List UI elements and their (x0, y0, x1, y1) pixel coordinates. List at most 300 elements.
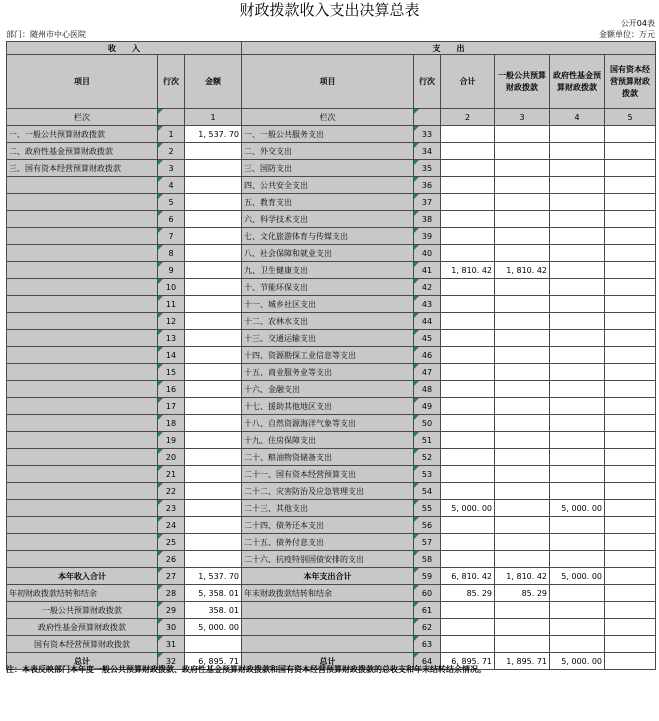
general-budget-amount (495, 517, 550, 534)
expense-item: 十五、商业服务业等支出 (242, 364, 414, 381)
gov-fund-amount: 5, 000. 00 (550, 653, 605, 670)
expense-item (242, 619, 414, 636)
income-amount (185, 381, 242, 398)
income-line-no: 13 (158, 330, 185, 347)
general-budget-amount (495, 483, 550, 500)
income-amount (185, 534, 242, 551)
table-row (7, 415, 656, 432)
expense-total (441, 415, 495, 432)
gov-fund-amount (550, 602, 605, 619)
general-budget-amount: 1, 810. 42 (495, 568, 550, 585)
general-budget-amount: 1, 810. 42 (495, 262, 550, 279)
expense-line-no: 37 (414, 194, 441, 211)
general-budget-amount (495, 432, 550, 449)
gov-fund-amount (550, 364, 605, 381)
state-capital-amount (605, 517, 656, 534)
state-capital-amount (605, 211, 656, 228)
expense-line-no: 44 (414, 313, 441, 330)
column-number-5: 5 (605, 109, 656, 126)
table-row (7, 483, 656, 500)
gov-fund-amount (550, 517, 605, 534)
expense-section-header: 支 出 (242, 42, 656, 55)
expense-item: 二、外交支出 (242, 143, 414, 160)
gov-fund-amount (550, 143, 605, 160)
expense-line-no: 46 (414, 347, 441, 364)
state-capital-amount (605, 143, 656, 160)
total-header: 合计 (441, 55, 495, 109)
income-line-no: 18 (158, 415, 185, 432)
expense-item: 十八、自然资源海洋气象等支出 (242, 415, 414, 432)
gov-fund-amount: 5, 000. 00 (550, 500, 605, 517)
income-amount: 358. 01 (185, 602, 242, 619)
expense-line-no: 58 (414, 551, 441, 568)
income-line-no: 8 (158, 245, 185, 262)
table-row (7, 279, 656, 296)
income-amount (185, 143, 242, 160)
state-capital-amount (605, 619, 656, 636)
expense-line-no: 50 (414, 415, 441, 432)
income-item (7, 449, 158, 466)
expense-total: 1, 810. 42 (441, 262, 495, 279)
expense-line-no: 51 (414, 432, 441, 449)
income-amount (185, 245, 242, 262)
table-row (7, 449, 656, 466)
gov-fund-amount (550, 330, 605, 347)
column-number-blank (414, 109, 441, 126)
general-budget-amount (495, 381, 550, 398)
gov-fund-amount (550, 228, 605, 245)
state-capital-amount (605, 160, 656, 177)
expense-total (441, 466, 495, 483)
department-label: 部门：随州市中心医院 (6, 30, 86, 39)
income-line-no: 16 (158, 381, 185, 398)
state-capital-amount (605, 381, 656, 398)
state-capital-amount (605, 194, 656, 211)
income-item (7, 483, 158, 500)
state-capital-amount (605, 364, 656, 381)
expense-total (441, 619, 495, 636)
column-number-2: 2 (441, 109, 495, 126)
gov-fund-amount (550, 466, 605, 483)
income-amount (185, 517, 242, 534)
expense-line-no: 43 (414, 296, 441, 313)
income-item (7, 551, 158, 568)
expense-total (441, 279, 495, 296)
state-capital-amount (605, 330, 656, 347)
income-amount (185, 466, 242, 483)
general-budget-amount (495, 245, 550, 262)
income-line-no: 7 (158, 228, 185, 245)
general-budget-amount (495, 534, 550, 551)
income-amount (185, 347, 242, 364)
gov-fund-amount (550, 585, 605, 602)
general-budget-amount (495, 551, 550, 568)
summary-row (7, 568, 656, 585)
gov-fund-amount (550, 245, 605, 262)
expense-total (441, 194, 495, 211)
income-line-no: 10 (158, 279, 185, 296)
income-amount (185, 279, 242, 296)
table-row (7, 126, 656, 143)
general-budget-amount (495, 619, 550, 636)
budget-table (6, 41, 656, 670)
state-capital-amount (605, 228, 656, 245)
general-budget-amount (495, 143, 550, 160)
table-code: 公开04表 (620, 19, 655, 28)
gov-fund-amount (550, 415, 605, 432)
expense-total: 6, 895. 71 (441, 653, 495, 670)
expense-line-no: 56 (414, 517, 441, 534)
table-row (7, 551, 656, 568)
expense-item: 二十、粮油物资储备支出 (242, 449, 414, 466)
income-amount (185, 296, 242, 313)
expense-total: 6, 810. 42 (441, 568, 495, 585)
expense-item: 二十二、灾害防治及应急管理支出 (242, 483, 414, 500)
expense-total (441, 483, 495, 500)
income-amount (185, 449, 242, 466)
expense-line-no: 33 (414, 126, 441, 143)
state-capital-amount (605, 636, 656, 653)
expense-item: 六、科学技术支出 (242, 211, 414, 228)
expense-line-no: 59 (414, 568, 441, 585)
state-capital-amount (605, 262, 656, 279)
general-budget-amount (495, 602, 550, 619)
general-budget-amount (495, 449, 550, 466)
income-line-header: 行次 (158, 55, 185, 109)
expense-line-no: 49 (414, 398, 441, 415)
income-amount (185, 432, 242, 449)
expense-line-no: 52 (414, 449, 441, 466)
state-capital-amount (605, 449, 656, 466)
state-capital-amount (605, 415, 656, 432)
expense-item: 八、社会保障和就业支出 (242, 245, 414, 262)
gov-fund-amount (550, 347, 605, 364)
gov-fund-amount (550, 398, 605, 415)
gov-fund-amount (550, 211, 605, 228)
expense-line-no: 54 (414, 483, 441, 500)
general-budget-amount: 1, 895. 71 (495, 653, 550, 670)
expense-line-no: 39 (414, 228, 441, 245)
income-item (7, 432, 158, 449)
table-row (7, 347, 656, 364)
income-line-no: 20 (158, 449, 185, 466)
expense-total: 5, 000. 00 (441, 500, 495, 517)
income-line-no: 5 (158, 194, 185, 211)
column-number-3: 3 (495, 109, 550, 126)
state-capital-amount (605, 126, 656, 143)
general-budget-amount (495, 330, 550, 347)
income-line-no: 25 (158, 534, 185, 551)
general-budget-amount (495, 347, 550, 364)
column-number-label: 栏次 (242, 109, 414, 126)
expense-line-no: 42 (414, 279, 441, 296)
table-row (7, 177, 656, 194)
income-item: 三、国有资本经营预算财政拨款 (7, 160, 158, 177)
income-line-no: 22 (158, 483, 185, 500)
expense-item: 二十一、国有资本经营预算支出 (242, 466, 414, 483)
summary-row (7, 619, 656, 636)
income-item (7, 296, 158, 313)
expense-item: 十一、城乡社区支出 (242, 296, 414, 313)
expense-total (441, 177, 495, 194)
income-amount (185, 262, 242, 279)
expense-item: 二十六、抗疫特别国债安排的支出 (242, 551, 414, 568)
summary-row (7, 585, 656, 602)
expense-line-no: 61 (414, 602, 441, 619)
income-item (7, 534, 158, 551)
income-amount: 5, 000. 00 (185, 619, 242, 636)
expense-item (242, 602, 414, 619)
expense-total (441, 381, 495, 398)
income-amount (185, 415, 242, 432)
gov-fund-amount (550, 126, 605, 143)
gov-fund-amount (550, 279, 605, 296)
expense-line-no: 55 (414, 500, 441, 517)
gov-fund-amount (550, 177, 605, 194)
income-item (7, 279, 158, 296)
general-budget-amount (495, 364, 550, 381)
general-budget-amount (495, 279, 550, 296)
income-amount (185, 228, 242, 245)
general-budget-amount (495, 398, 550, 415)
income-amount (185, 211, 242, 228)
income-item (7, 381, 158, 398)
table-row (7, 398, 656, 415)
state-capital-amount (605, 245, 656, 262)
gov-fund-header: 政府性基金预算财政拨款 (550, 55, 605, 109)
income-amount (185, 551, 242, 568)
income-amount (185, 483, 242, 500)
table-row (7, 245, 656, 262)
income-item (7, 313, 158, 330)
expense-total (441, 228, 495, 245)
income-amount: 6, 895. 71 (185, 653, 242, 670)
general-budget-amount: 85. 29 (495, 585, 550, 602)
income-section-header: 收 入 (7, 42, 242, 55)
income-line-no: 1 (158, 126, 185, 143)
income-amount-header: 金额 (185, 55, 242, 109)
state-capital-amount (605, 177, 656, 194)
general-budget-amount (495, 415, 550, 432)
expense-line-no: 47 (414, 364, 441, 381)
expense-item: 年末财政拨款结转和结余 (242, 585, 414, 602)
expense-item: 十三、交通运输支出 (242, 330, 414, 347)
state-capital-header: 国有资本经营预算财政拨款 (605, 55, 656, 109)
general-budget-amount (495, 466, 550, 483)
income-line-no: 31 (158, 636, 185, 653)
expense-line-no: 40 (414, 245, 441, 262)
general-budget-amount (495, 211, 550, 228)
income-line-no: 26 (158, 551, 185, 568)
income-item: 国有资本经营预算财政拨款 (7, 636, 158, 653)
general-budget-amount (495, 313, 550, 330)
column-number-4: 4 (550, 109, 605, 126)
expense-total (441, 143, 495, 160)
state-capital-amount (605, 585, 656, 602)
general-budget-amount (495, 194, 550, 211)
expense-total (441, 517, 495, 534)
expense-line-no: 48 (414, 381, 441, 398)
income-line-no: 30 (158, 619, 185, 636)
income-item: 一般公共预算财政拨款 (7, 602, 158, 619)
expense-total (441, 330, 495, 347)
income-line-no: 17 (158, 398, 185, 415)
expense-total (441, 551, 495, 568)
expense-total (441, 534, 495, 551)
expense-item: 二十四、债务还本支出 (242, 517, 414, 534)
expense-line-no: 63 (414, 636, 441, 653)
income-item (7, 466, 158, 483)
income-item (7, 398, 158, 415)
expense-total (441, 449, 495, 466)
income-line-no: 2 (158, 143, 185, 160)
table-row (7, 194, 656, 211)
expense-total (441, 432, 495, 449)
state-capital-amount (605, 279, 656, 296)
expense-item: 十九、住房保障支出 (242, 432, 414, 449)
income-line-no: 19 (158, 432, 185, 449)
expense-item: 十四、资源勘探工业信息等支出 (242, 347, 414, 364)
income-line-no: 3 (158, 160, 185, 177)
state-capital-amount (605, 551, 656, 568)
income-item: 政府性基金预算财政拨款 (7, 619, 158, 636)
expense-total (441, 636, 495, 653)
income-line-no: 14 (158, 347, 185, 364)
state-capital-amount (605, 398, 656, 415)
expense-total (441, 211, 495, 228)
gov-fund-amount (550, 534, 605, 551)
table-row (7, 143, 656, 160)
summary-row (7, 636, 656, 653)
expense-item-header: 项目 (242, 55, 414, 109)
summary-row (7, 602, 656, 619)
table-row (7, 228, 656, 245)
expense-item: 四、公共安全支出 (242, 177, 414, 194)
footnote: 注：本表反映部门本年度一般公共预算财政拨款、政府性基金预算财政拨款和国有资本经营预算财政拨款的总收支和年末结转结余情况。 (6, 665, 486, 674)
table-row (7, 381, 656, 398)
income-amount (185, 330, 242, 347)
expense-item: 二十五、债务付息支出 (242, 534, 414, 551)
state-capital-amount (605, 602, 656, 619)
expense-line-no: 38 (414, 211, 441, 228)
expense-line-no: 34 (414, 143, 441, 160)
income-item (7, 330, 158, 347)
expense-line-no: 36 (414, 177, 441, 194)
income-amount: 1, 537. 70 (185, 568, 242, 585)
income-amount (185, 500, 242, 517)
state-capital-amount (605, 432, 656, 449)
income-item (7, 211, 158, 228)
income-item (7, 262, 158, 279)
income-item (7, 364, 158, 381)
income-item: 一、一般公共预算财政拨款 (7, 126, 158, 143)
expense-total (441, 602, 495, 619)
income-line-no: 21 (158, 466, 185, 483)
table-row (7, 296, 656, 313)
income-line-no: 29 (158, 602, 185, 619)
table-row (7, 262, 656, 279)
income-line-no: 27 (158, 568, 185, 585)
income-item: 本年收入合计 (7, 568, 158, 585)
income-line-no: 9 (158, 262, 185, 279)
income-item (7, 245, 158, 262)
general-budget-amount (495, 500, 550, 517)
income-item (7, 177, 158, 194)
income-item: 年初财政拨款结转和结余 (7, 585, 158, 602)
expense-line-no: 64 (414, 653, 441, 670)
expense-line-header: 行次 (414, 55, 441, 109)
gov-fund-amount (550, 296, 605, 313)
income-line-no: 24 (158, 517, 185, 534)
income-line-no: 15 (158, 364, 185, 381)
income-item (7, 194, 158, 211)
table-row (7, 330, 656, 347)
expense-item (242, 636, 414, 653)
expense-total (441, 364, 495, 381)
income-amount (185, 313, 242, 330)
expense-total: 85. 29 (441, 585, 495, 602)
state-capital-amount (605, 500, 656, 517)
income-item (7, 517, 158, 534)
gov-fund-amount: 5, 000. 00 (550, 568, 605, 585)
table-row (7, 313, 656, 330)
expense-line-no: 53 (414, 466, 441, 483)
income-line-no: 12 (158, 313, 185, 330)
income-amount (185, 177, 242, 194)
table-row (7, 466, 656, 483)
expense-item: 二十三、其他支出 (242, 500, 414, 517)
income-amount (185, 160, 242, 177)
income-amount (185, 398, 242, 415)
expense-item: 一、一般公共服务支出 (242, 126, 414, 143)
income-line-no: 4 (158, 177, 185, 194)
gov-fund-amount (550, 160, 605, 177)
expense-item: 七、文化旅游体育与传媒支出 (242, 228, 414, 245)
income-amount: 5, 358. 01 (185, 585, 242, 602)
table-row (7, 517, 656, 534)
income-item (7, 415, 158, 432)
expense-item: 十、节能环保支出 (242, 279, 414, 296)
expense-item: 三、国防支出 (242, 160, 414, 177)
expense-total (441, 126, 495, 143)
income-item (7, 347, 158, 364)
income-item: 二、政府性基金预算财政拨款 (7, 143, 158, 160)
income-item-header: 项目 (7, 55, 158, 109)
table-row (7, 432, 656, 449)
column-number-1: 1 (185, 109, 242, 126)
expense-line-no: 45 (414, 330, 441, 347)
income-line-no: 28 (158, 585, 185, 602)
table-row (7, 534, 656, 551)
general-budget-amount (495, 160, 550, 177)
expense-line-no: 60 (414, 585, 441, 602)
expense-line-no: 57 (414, 534, 441, 551)
general-budget-amount (495, 126, 550, 143)
gov-fund-amount (550, 619, 605, 636)
expense-item: 十二、农林水支出 (242, 313, 414, 330)
expense-total (441, 160, 495, 177)
expense-line-no: 35 (414, 160, 441, 177)
state-capital-amount (605, 534, 656, 551)
income-item (7, 500, 158, 517)
state-capital-amount (605, 568, 656, 585)
unit-label: 金额单位：万元 (599, 30, 655, 39)
column-number-blank (158, 109, 185, 126)
state-capital-amount (605, 347, 656, 364)
table-row (7, 160, 656, 177)
table-row (7, 364, 656, 381)
expense-total (441, 313, 495, 330)
